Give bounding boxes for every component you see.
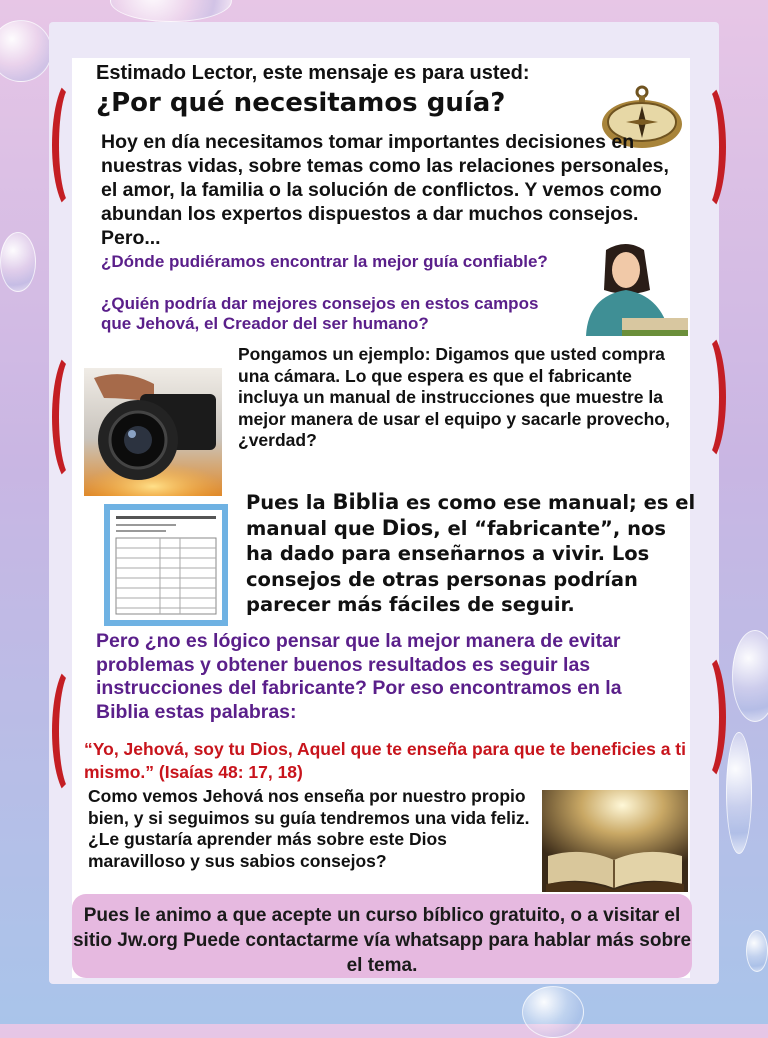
manufacturer-logic-paragraph: Pero ¿no es lógico pensar que la mejor manera de evitar problemas y obtener buenos resultados es seguir las instrucciones del fabricante? Por eso encontramos en la Biblia estas palabras:	[96, 630, 622, 723]
bible-word: Biblia	[332, 490, 400, 514]
bible-manual-paragraph	[246, 490, 696, 618]
call-to-action-box: Pues le animo a que acepte un curso bíblico gratuito, o a visitar el sitio Jw.org Puede contactarme vía whatsapp para hablar más sobre el tema.	[72, 894, 692, 978]
decorative-bubble	[0, 232, 36, 292]
bible-text-part: Pues la	[246, 491, 333, 514]
greeting-line: Estimado Lector, este mensaje es para usted:	[96, 62, 530, 84]
red-bracket-decoration	[52, 78, 92, 212]
god-word: Dios	[381, 515, 434, 540]
camera-example-paragraph: Pongamos un ejemplo: Digamos que usted compra una cámara. Lo que espera es que el fabricante incluya un manual de instrucciones que muestre la mejor manera de usar el equipo y sacarle provecho, ¿verdad?	[238, 344, 670, 450]
woman-reading-image	[566, 240, 690, 336]
decorative-bubble	[746, 930, 768, 972]
camera-image	[84, 368, 222, 496]
decorative-bubble	[110, 0, 232, 22]
decorative-bubble	[0, 20, 52, 82]
question-best-advice: ¿Quién podría dar mejores consejos en estos campos que Jehová, el Creador del ser humano?	[101, 294, 539, 333]
question-reliable-guide: ¿Dónde pudiéramos encontrar la mejor guía confiable?	[101, 252, 548, 271]
decorative-bubble	[522, 986, 584, 1038]
page-title: ¿Por qué necesitamos guía?	[96, 88, 506, 118]
decorative-bubble	[726, 732, 752, 854]
open-bible-image	[542, 790, 688, 892]
instruction-manual-image	[104, 504, 228, 626]
bible-text-part: , el “fabricante”, nos ha dado para enseñarnos a vivir. Los consejos de otras personas podrían parecer más fáciles de seguir.	[246, 516, 666, 616]
decorative-bubble	[732, 630, 768, 722]
red-bracket-decoration	[686, 80, 726, 214]
intro-paragraph: Hoy en día necesitamos tomar importantes decisiones en nuestras vidas, sobre temas como las relaciones personales, el amor, la familia o la solución de conflictos. Y vemos como abundan los expertos dispuestos a dar muchos consejos. Pero...	[101, 131, 669, 249]
closing-paragraph: Como vemos Jehová nos enseña por nuestro propio bien, y si seguimos su guía tendremos una vida feliz. ¿Le gustaría aprender más sobre este Dios maravilloso y sus sabios consejos?	[88, 786, 530, 871]
bible-text-part: es como ese manual; es el manual que	[246, 491, 696, 540]
isaiah-quote: “Yo, Jehová, soy tu Dios, Aquel que te enseña para que te beneficies a ti mismo.” (Isaías 48: 17, 18)	[84, 739, 686, 782]
red-bracket-decoration	[686, 330, 726, 464]
